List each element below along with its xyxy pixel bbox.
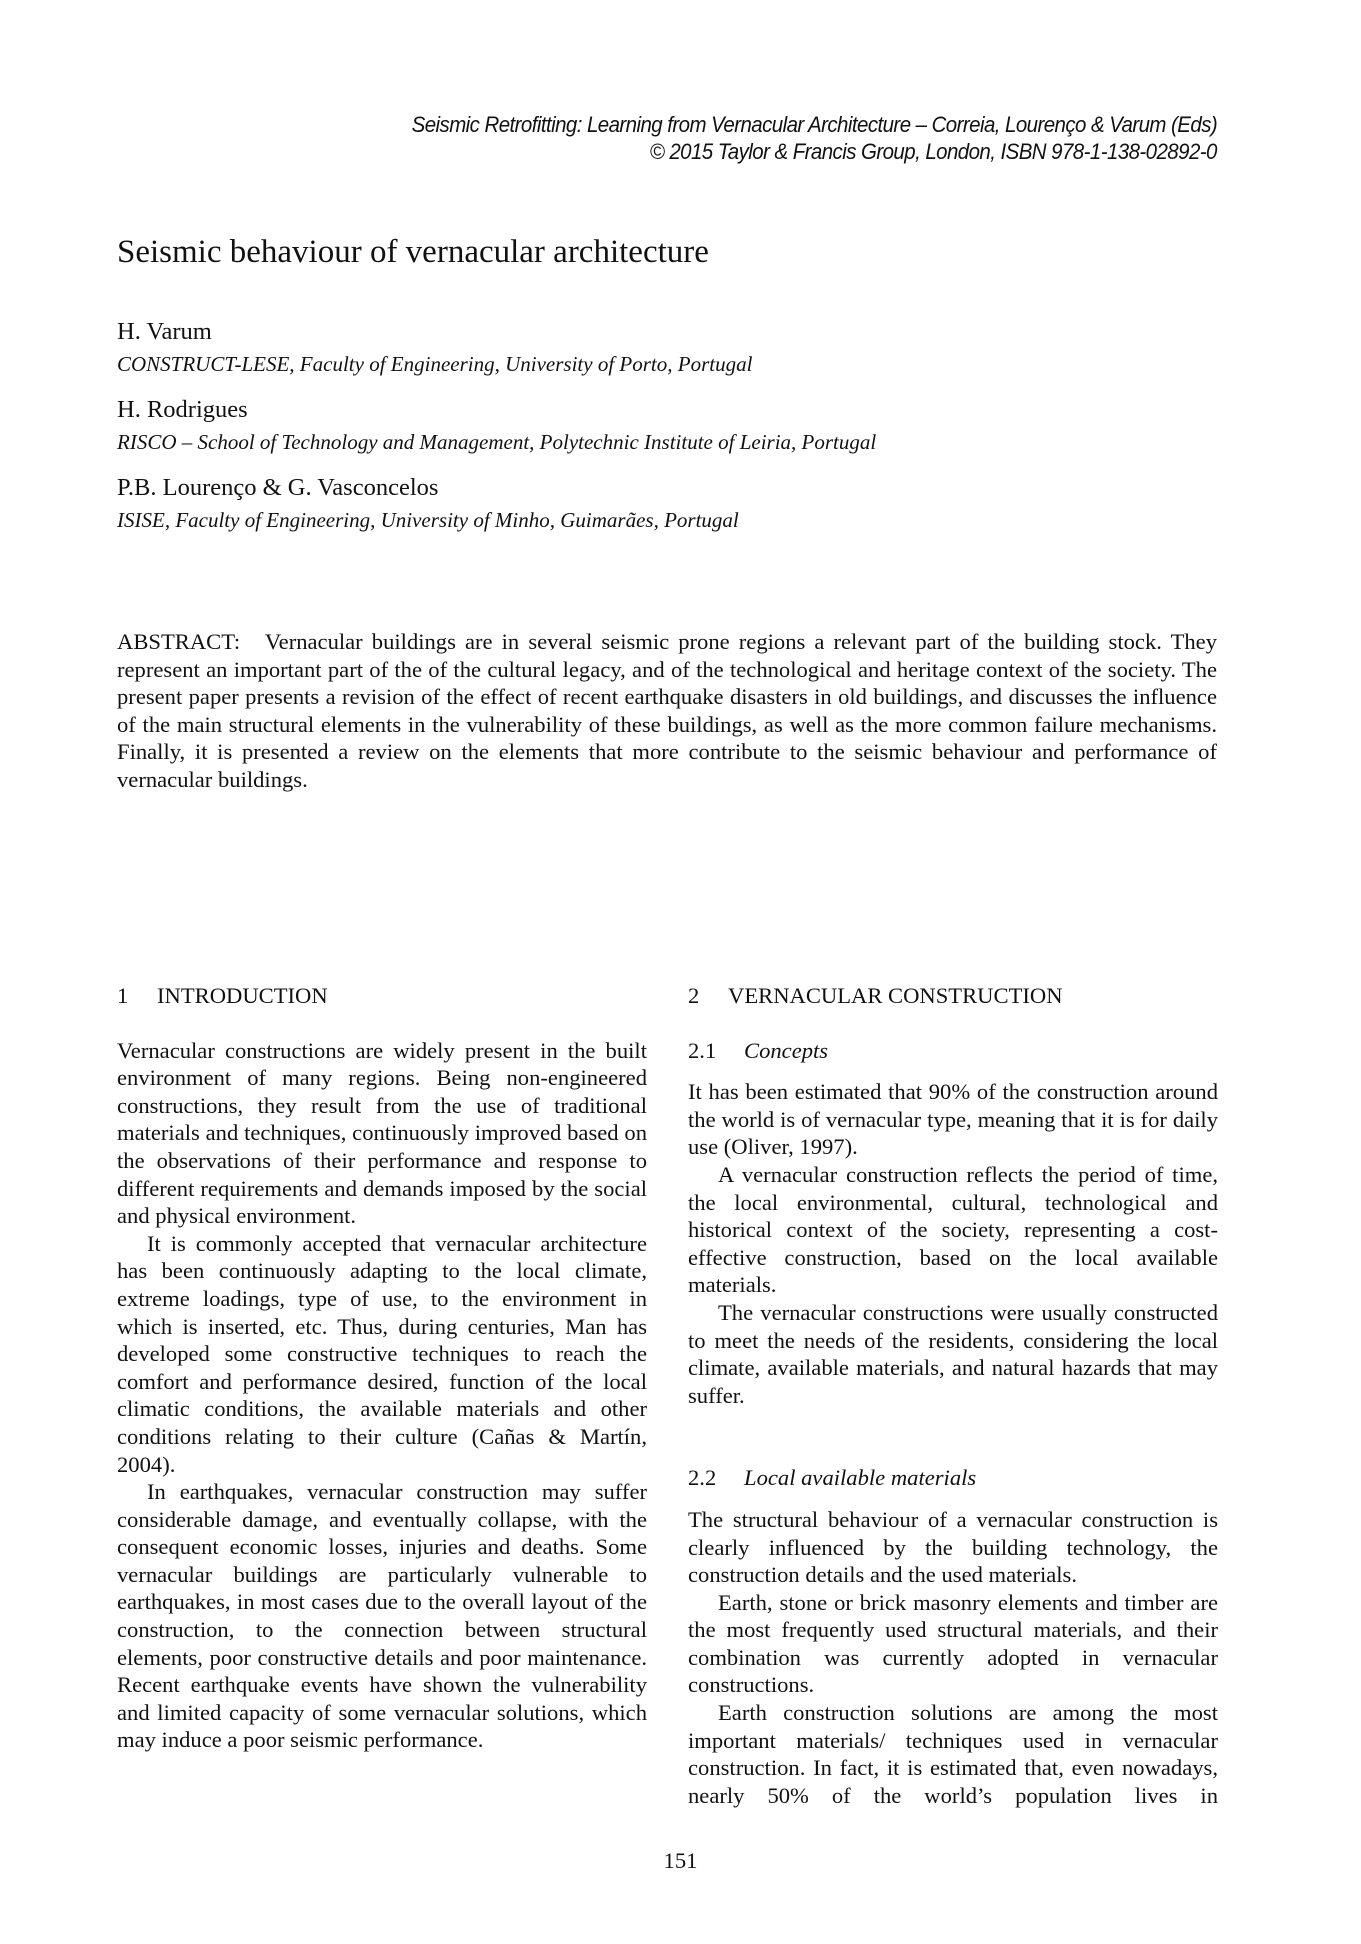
section-number: 2 [688, 983, 700, 1008]
subsection-title: Concepts [744, 1037, 829, 1063]
running-header-title: Seismic Retrofitting: Learning from Vernacular Architecture – Correia, Lourenço & Varum (Eds) [411, 112, 1217, 137]
subsection-number: 2.2 [688, 1465, 717, 1491]
section-number: 1 [117, 983, 129, 1008]
paragraph: Earth, stone or brick masonry elements and timber are the most frequently used structural materials, and their combination was currently adopted in vernacular constructions. [688, 1589, 1218, 1698]
paragraph: The structural behaviour of a vernacular construction is clearly influenced by the building technology, the construction details and the used materials. [688, 1506, 1218, 1588]
author-affiliation: ISISE, Faculty of Engineering, University of Minho, Guimarães, Portugal [117, 508, 739, 532]
author-name: P.B. Lourenço & G. Vasconcelos [117, 474, 439, 501]
section-title: INTRODUCTION [157, 983, 328, 1008]
page-number: 151 [663, 1848, 698, 1873]
author-affiliation: RISCO – School of Technology and Management, Polytechnic Institute of Leiria, Portugal [117, 430, 877, 454]
running-header-copyright: © 2015 Taylor & Francis Group, London, ISBN 978-1-138-02892-0 [649, 139, 1217, 164]
abstract-text: Vernacular buildings are in several seismic prone regions a relevant part of the building stock. They represent an important part of the of the cultural legacy, and of the technological and heritage context of the society. The present paper presents a revision of the effect of recent earthquake disasters in old buildings, and discusses the influence of the main structural elements in the vulnerability of these buildings, as well as the more common failure mechanisms. Finally, it is presented a review on the elements that more contribute to the seismic behaviour and performance of vernacular buildings. [117, 629, 1217, 792]
subsection-title: Local available materials [744, 1465, 977, 1491]
subsection-heading-local-available-materials [688, 1464, 1218, 1492]
subsection-number: 2.1 [688, 1037, 717, 1063]
paragraph: A vernacular construction reflects the period of time, the local environmental, cultural, technological and historical context of the society, representing a cost-effective construction, based on the local available materials. [688, 1161, 1218, 1298]
left-column [117, 982, 647, 1754]
abstract [117, 628, 1217, 793]
abstract-label: ABSTRACT: [117, 629, 241, 654]
paragraph: In earthquakes, vernacular construction may suffer considerable damage, and eventually collapse, with the consequent economic losses, injuries and deaths. Some vernacular buildings are particularly vulnerable to earthquakes, in most cases due to the overall layout of the construction, to the connection between structural elements, poor constructive details and poor maintenance. Recent earthquake events have shown the vulnerability and limited capacity of some vernacular solutions, which may induce a poor seismic performance. [117, 1479, 647, 1753]
paragraph: Vernacular constructions are widely present in the built environment of many regions. Being non-engineered constructions, they result from the use of traditional materials and techniques, continuously improved based on the observations of their performance and response to different requirements and demands imposed by the social and physical environment. [117, 1037, 647, 1229]
author-name: H. Varum [117, 318, 212, 345]
right-column [688, 982, 1218, 1809]
paragraph: Earth construction solutions are among the most important materials/ techniques used in vernacular construction. In fact, it is estimated that, even nowadays, nearly 50% of the world’s population lives in [688, 1700, 1218, 1808]
section-title: VERNACULAR CONSTRUCTION [728, 983, 1063, 1008]
section-heading-introduction [117, 982, 647, 1010]
section-heading-vernacular-construction [688, 982, 1218, 1010]
paragraph: It has been estimated that 90% of the construction around the world is of vernacular type, meaning that it is for daily use (Oliver, 1997). [688, 1079, 1218, 1160]
paragraph: The vernacular constructions were usually constructed to meet the needs of the residents, considering the local climate, available materials, and natural hazards that may suffer. [688, 1299, 1218, 1408]
subsection-heading-concepts [688, 1037, 1218, 1065]
paper-title: Seismic behaviour of vernacular architecture [117, 234, 709, 270]
author-affiliation: CONSTRUCT-LESE, Faculty of Engineering, University of Porto, Portugal [117, 352, 753, 376]
paragraph: It is commonly accepted that vernacular architecture has been continuously adapting to the local climate, extreme loadings, type of use, to the environment in which is inserted, etc. Thus, during centuries, Man has developed some constructive techniques to reach the comfort and performance desired, function of the local climatic conditions, the available materials and other conditions relating to their culture (Cañas & Martín, 2004). [117, 1230, 647, 1477]
author-name: H. Rodrigues [117, 396, 248, 423]
